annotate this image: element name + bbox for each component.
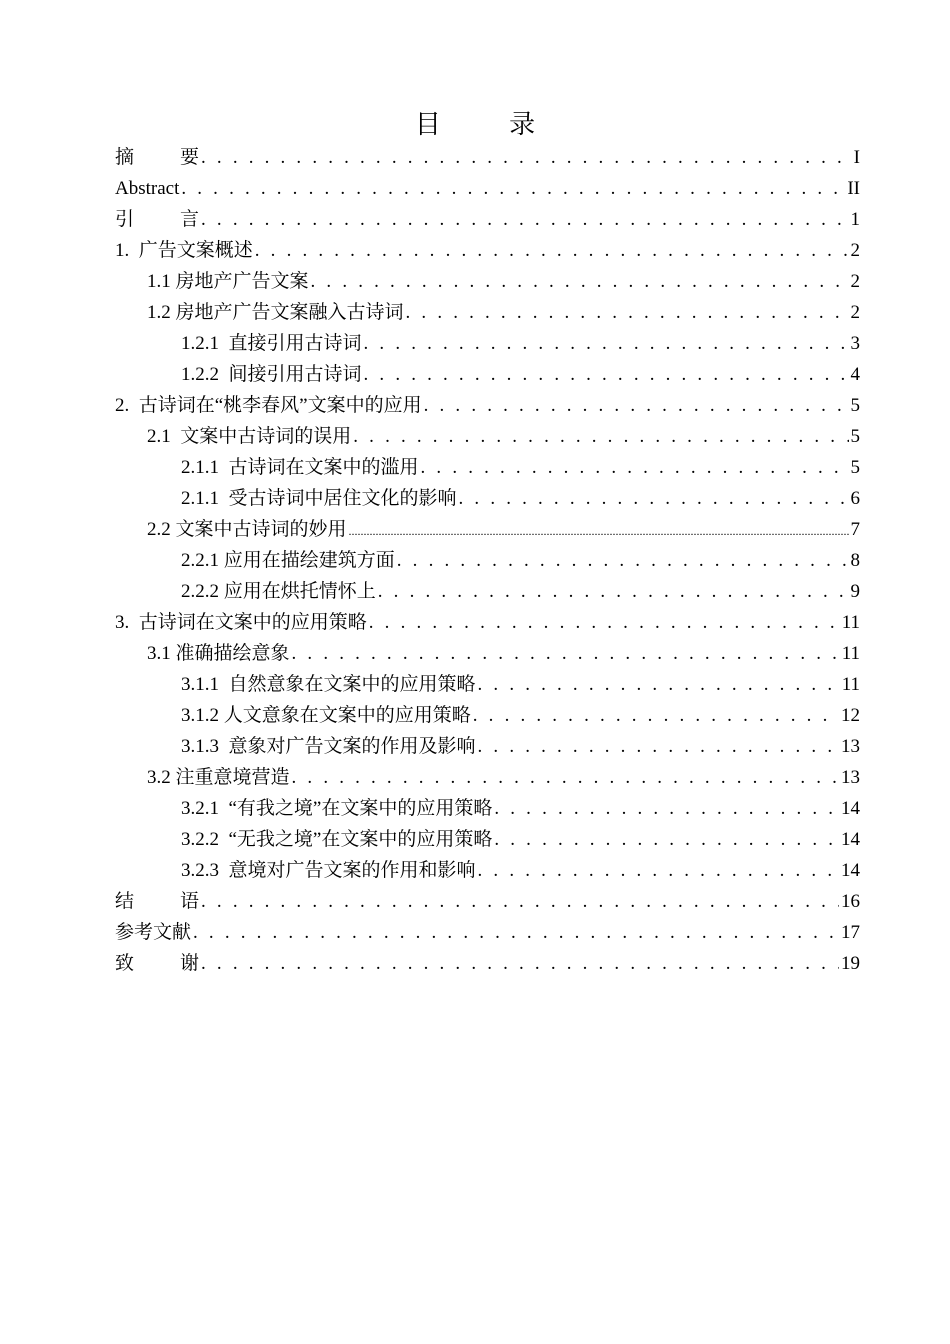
toc-entry-label-part: 要 (180, 147, 200, 168)
toc-entry[interactable] (115, 824, 860, 855)
toc-entry-label-part: 谢 (180, 953, 200, 974)
toc-page-number: 2 (850, 240, 860, 261)
toc-page-number: 1 (850, 209, 860, 230)
toc-entry-label: 3.1.3 意象对广告文案的作用及影响 (181, 736, 476, 757)
toc-page-number: 2 (850, 271, 860, 292)
toc-entry[interactable] (115, 700, 860, 731)
toc-dot-leader (369, 607, 840, 638)
toc-page-number: 14 (841, 829, 860, 850)
toc-dot-leader (255, 235, 849, 266)
toc-entry-label-part: 语 (180, 891, 200, 912)
toc-dot-leader (292, 762, 839, 793)
toc-entry-label: 1. 广告文案概述 (115, 240, 253, 261)
toc-entry[interactable] (115, 731, 860, 762)
toc-entry-label: 3.1.1 自然意象在文案中的应用策略 (181, 674, 476, 695)
toc-entry[interactable] (115, 266, 860, 297)
toc-list (115, 142, 860, 979)
toc-page-number: 13 (841, 767, 860, 788)
toc-page-number: 9 (850, 581, 860, 602)
toc-entry-label: 2.2.2 应用在烘托情怀上 (181, 581, 376, 602)
toc-page-number: 19 (841, 953, 860, 974)
toc-entry-label: 3.2.3 意境对广告文案的作用和影响 (181, 860, 476, 881)
toc-entry-label: 参考文献 (115, 922, 192, 943)
toc-entry-label: 3. 古诗词在文案中的应用策略 (115, 612, 367, 633)
toc-dot-leader (406, 297, 849, 328)
toc-entry-label: 1.1 房地产广告文案 (147, 271, 309, 292)
toc-entry-label: 3.1.2 人文意象在文案中的应用策略 (181, 705, 471, 726)
toc-entry-label (115, 886, 199, 917)
toc-page-number: 5 (850, 457, 860, 478)
toc-dot-leader (193, 917, 839, 948)
toc-page-number: 5 (850, 395, 860, 416)
toc-dot-leader (311, 266, 849, 297)
toc-entry[interactable] (115, 204, 860, 235)
toc-entry-label (115, 142, 199, 173)
toc-entry[interactable] (115, 948, 860, 979)
toc-entry[interactable] (115, 669, 860, 700)
toc-dot-leader (181, 173, 845, 204)
toc-entry[interactable] (115, 514, 860, 545)
toc-entry-label: 2.1 文案中古诗词的误用 (147, 426, 352, 447)
toc-page-number: 8 (850, 550, 860, 571)
toc-entry-label-part: 言 (180, 209, 200, 230)
toc-entry[interactable] (115, 576, 860, 607)
toc-entry[interactable] (115, 545, 860, 576)
toc-title: 目 录 (414, 110, 566, 140)
toc-dot-leader (478, 731, 839, 762)
toc-entry[interactable] (115, 359, 860, 390)
toc-entry-label: 2.1.1 受古诗词中居住文化的影响 (181, 488, 457, 509)
toc-dot-leader (459, 483, 849, 514)
toc-entry-label: 3.2 注重意境营造 (147, 767, 290, 788)
toc-entry-label: 2.2.1 应用在描绘建筑方面 (181, 550, 395, 571)
toc-entry[interactable] (115, 762, 860, 793)
toc-page-number: 7 (850, 519, 860, 540)
toc-entry-label: Abstract (115, 178, 180, 199)
toc-entry[interactable] (115, 328, 860, 359)
toc-entry-label-part: 引 (115, 209, 181, 230)
toc-dot-leader (201, 142, 852, 173)
toc-page-number: 12 (841, 705, 860, 726)
toc-entry[interactable] (115, 607, 860, 638)
toc-dot-leader (292, 638, 840, 669)
toc-dot-leader (364, 359, 849, 390)
toc-page-number: 11 (841, 674, 860, 695)
toc-entry[interactable] (115, 452, 860, 483)
toc-entry-label: 1.2.2 间接引用古诗词 (181, 364, 362, 385)
toc-dot-leader (421, 452, 849, 483)
toc-dot-leader (397, 545, 849, 576)
toc-page-number: 6 (850, 488, 860, 509)
toc-entry-label: 2. 古诗词在“桃李春风”文案中的应用 (115, 395, 422, 416)
toc-entry[interactable] (115, 173, 860, 204)
toc-page-number: 17 (841, 922, 860, 943)
toc-page-number: 4 (850, 364, 860, 385)
toc-entry-label-part: 摘 (115, 147, 181, 168)
toc-entry-label: 1.2 房地产广告文案融入古诗词 (147, 302, 404, 323)
toc-dot-leader (349, 514, 849, 545)
toc-entry[interactable] (115, 793, 860, 824)
toc-dot-leader (494, 793, 839, 824)
toc-dot-leader (478, 855, 839, 886)
toc-entry[interactable] (115, 638, 860, 669)
toc-entry[interactable] (115, 886, 860, 917)
toc-page-number: 3 (850, 333, 860, 354)
toc-entry[interactable] (115, 297, 860, 328)
toc-page-number: 13 (841, 736, 860, 757)
toc-page-number: 14 (841, 798, 860, 819)
toc-entry-label-part: 致 (115, 953, 181, 974)
toc-entry[interactable] (115, 855, 860, 886)
toc-entry[interactable] (115, 421, 860, 452)
toc-page-number: 11 (841, 643, 860, 664)
toc-entry-label: 3.2.1 “有我之境”在文案中的应用策略 (181, 798, 493, 819)
toc-dot-leader (494, 824, 839, 855)
toc-entry[interactable] (115, 917, 860, 948)
toc-page-number: II (847, 178, 860, 199)
toc-page-number: I (853, 147, 860, 168)
toc-entry-label: 3.1 准确描绘意象 (147, 643, 290, 664)
toc-dot-leader (478, 669, 840, 700)
toc-entry-label: 3.2.2 “无我之境”在文案中的应用策略 (181, 829, 493, 850)
toc-page-number: 11 (841, 612, 860, 633)
toc-dot-leader (473, 700, 839, 731)
toc-dot-leader (353, 421, 848, 452)
toc-page-number: 5 (850, 426, 860, 447)
toc-page-number: 14 (841, 860, 860, 881)
toc-dot-leader (378, 576, 849, 607)
toc-entry-label (115, 204, 199, 235)
toc-entry[interactable] (115, 483, 860, 514)
toc-dot-leader (424, 390, 849, 421)
toc-entry-label (115, 948, 199, 979)
toc-entry[interactable] (115, 142, 860, 173)
toc-page-number: 2 (850, 302, 860, 323)
toc-dot-leader (201, 886, 839, 917)
toc-entry[interactable] (115, 390, 860, 421)
toc-page-number: 16 (841, 891, 860, 912)
toc-entry-label-part: 结 (115, 891, 181, 912)
toc-entry-label: 2.2 文案中古诗词的妙用 (147, 519, 347, 540)
toc-dot-leader (201, 948, 839, 979)
toc-dot-leader (201, 204, 848, 235)
toc-entry[interactable] (115, 235, 860, 266)
toc-entry-label: 1.2.1 直接引用古诗词 (181, 333, 362, 354)
toc-dot-leader (364, 328, 849, 359)
toc-entry-label: 2.1.1 古诗词在文案中的滥用 (181, 457, 419, 478)
